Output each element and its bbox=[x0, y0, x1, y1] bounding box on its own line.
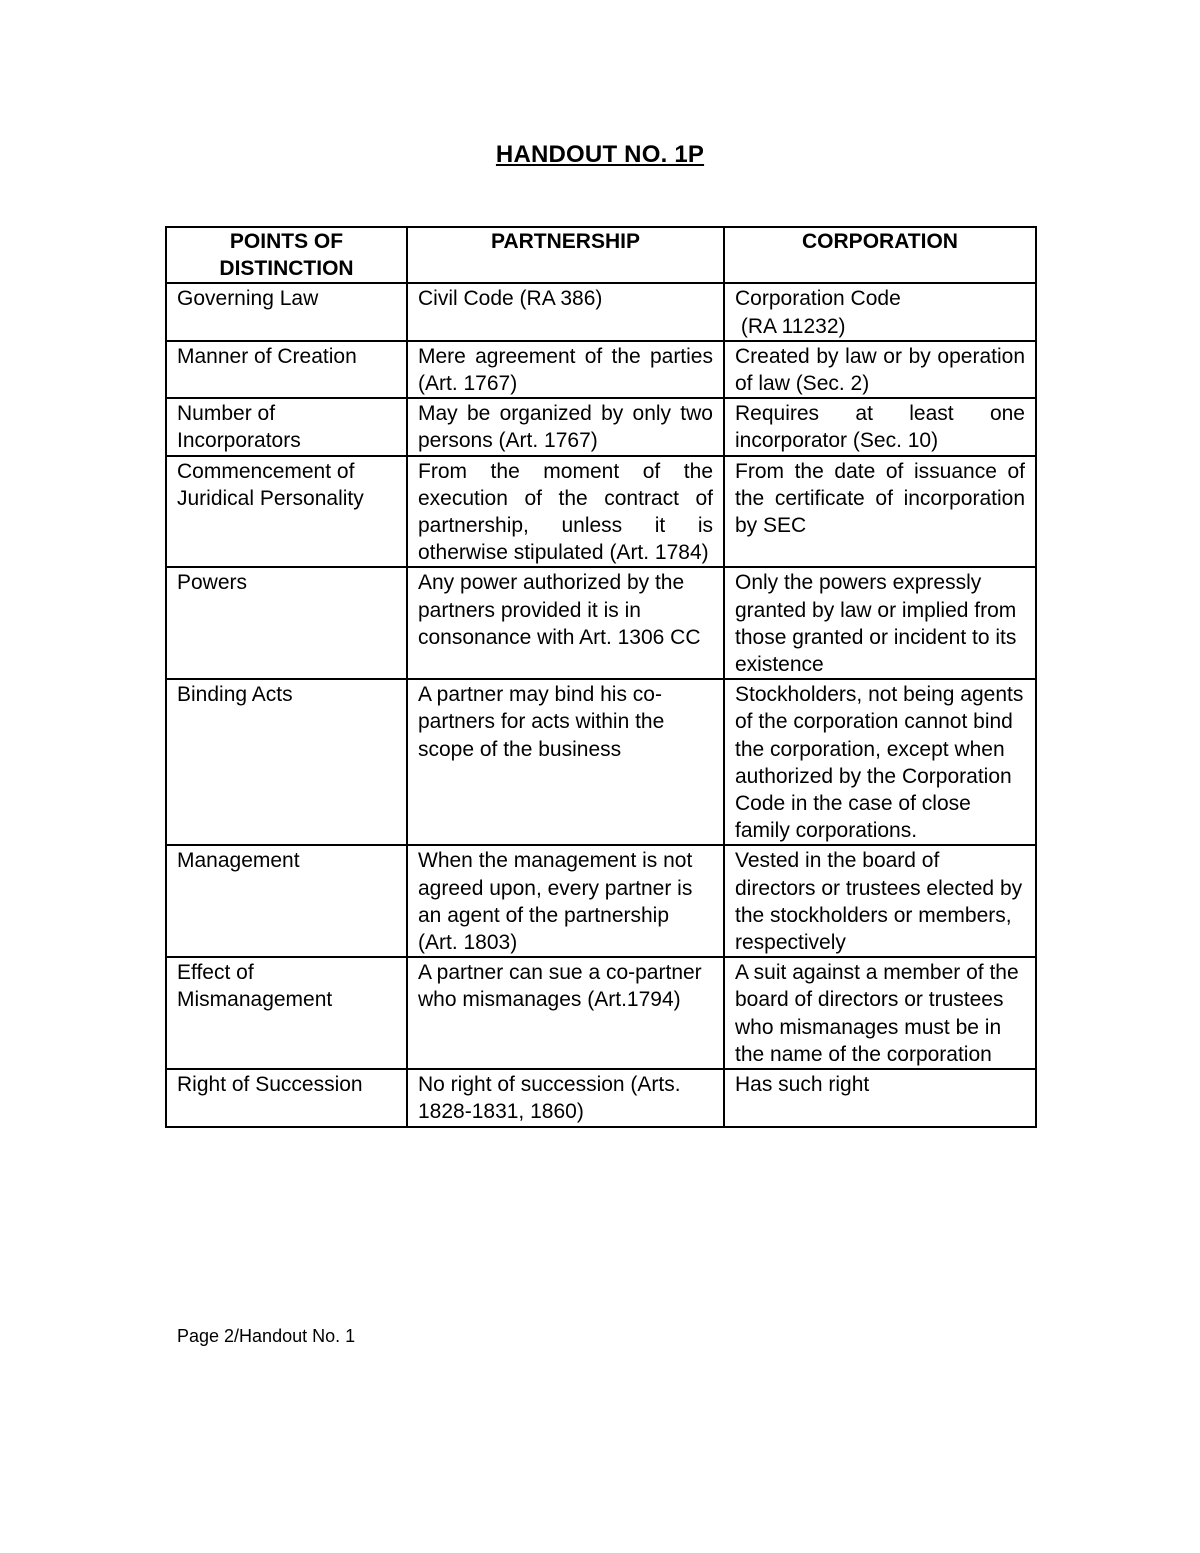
row-corporation: Vested in the board of directors or trustees elected by the stockholders or members, respectively bbox=[724, 845, 1036, 957]
row-corporation bbox=[724, 283, 1036, 340]
row-point: Management bbox=[166, 845, 407, 957]
row-partnership: From the moment of the execution of the contract of partnership, unless it is otherwise stipulated (Art. 1784) bbox=[407, 456, 724, 568]
comparison-table bbox=[165, 226, 1037, 1128]
corporation-line: (RA 11232) bbox=[735, 314, 846, 338]
table-row bbox=[166, 1069, 1036, 1126]
row-partnership: When the management is not agreed upon, every partner is an agent of the partnership (Art. 1803) bbox=[407, 845, 724, 957]
row-point: Governing Law bbox=[166, 283, 407, 340]
row-corporation: Has such right bbox=[724, 1069, 1036, 1126]
handout-title: HANDOUT NO. 1P bbox=[495, 141, 705, 168]
table-row bbox=[166, 398, 1036, 455]
row-point: Binding Acts bbox=[166, 679, 407, 845]
row-corporation: Only the powers expressly granted by law or implied from those granted or incident to its existence bbox=[724, 567, 1036, 679]
row-point: Right of Succession bbox=[166, 1069, 407, 1126]
row-partnership: No right of succession (Arts. 1828-1831, 1860) bbox=[407, 1069, 724, 1126]
row-partnership: A partner can sue a co-partner who mismanages (Art.1794) bbox=[407, 957, 724, 1069]
row-point: Number of Incorporators bbox=[166, 398, 407, 455]
row-partnership: Civil Code (RA 386) bbox=[407, 283, 724, 340]
table-row bbox=[166, 845, 1036, 957]
row-corporation: Created by law or by operation of law (Sec. 2) bbox=[724, 341, 1036, 398]
row-point: Effect of Mismanagement bbox=[166, 957, 407, 1069]
header-corporation: CORPORATION bbox=[724, 227, 1036, 283]
table-row bbox=[166, 957, 1036, 1069]
row-corporation: Stockholders, not being agents of the corporation cannot bind the corporation, except when authorized by the Corporation Code in the case of close family corporations. bbox=[724, 679, 1036, 845]
row-point: Manner of Creation bbox=[166, 341, 407, 398]
table-header-row bbox=[166, 227, 1036, 283]
row-partnership: Mere agreement of the parties (Art. 1767) bbox=[407, 341, 724, 398]
row-point: Commencement of Juridical Personality bbox=[166, 456, 407, 568]
header-points-of-distinction: POINTS OF DISTINCTION bbox=[166, 227, 407, 283]
page-footer: Page 2/Handout No. 1 bbox=[177, 1326, 356, 1346]
row-corporation: From the date of issuance of the certificate of incorporation by SEC bbox=[724, 456, 1036, 568]
row-corporation: Requires at least one incorporator (Sec. 10) bbox=[724, 398, 1036, 455]
table-row bbox=[166, 679, 1036, 845]
row-partnership: Any power authorized by the partners provided it is in consonance with Art. 1306 CC bbox=[407, 567, 724, 679]
corporation-line: Corporation Code bbox=[735, 287, 901, 311]
table-row bbox=[166, 341, 1036, 398]
table-row bbox=[166, 456, 1036, 568]
row-point: Powers bbox=[166, 567, 407, 679]
row-partnership: May be organized by only two persons (Art. 1767) bbox=[407, 398, 724, 455]
header-partnership: PARTNERSHIP bbox=[407, 227, 724, 283]
table-row bbox=[166, 283, 1036, 340]
row-partnership: A partner may bind his co-partners for acts within the scope of the business bbox=[407, 679, 724, 845]
row-corporation: A suit against a member of the board of directors or trustees who mismanages must be in the name of the corporation bbox=[724, 957, 1036, 1069]
table-row bbox=[166, 567, 1036, 679]
